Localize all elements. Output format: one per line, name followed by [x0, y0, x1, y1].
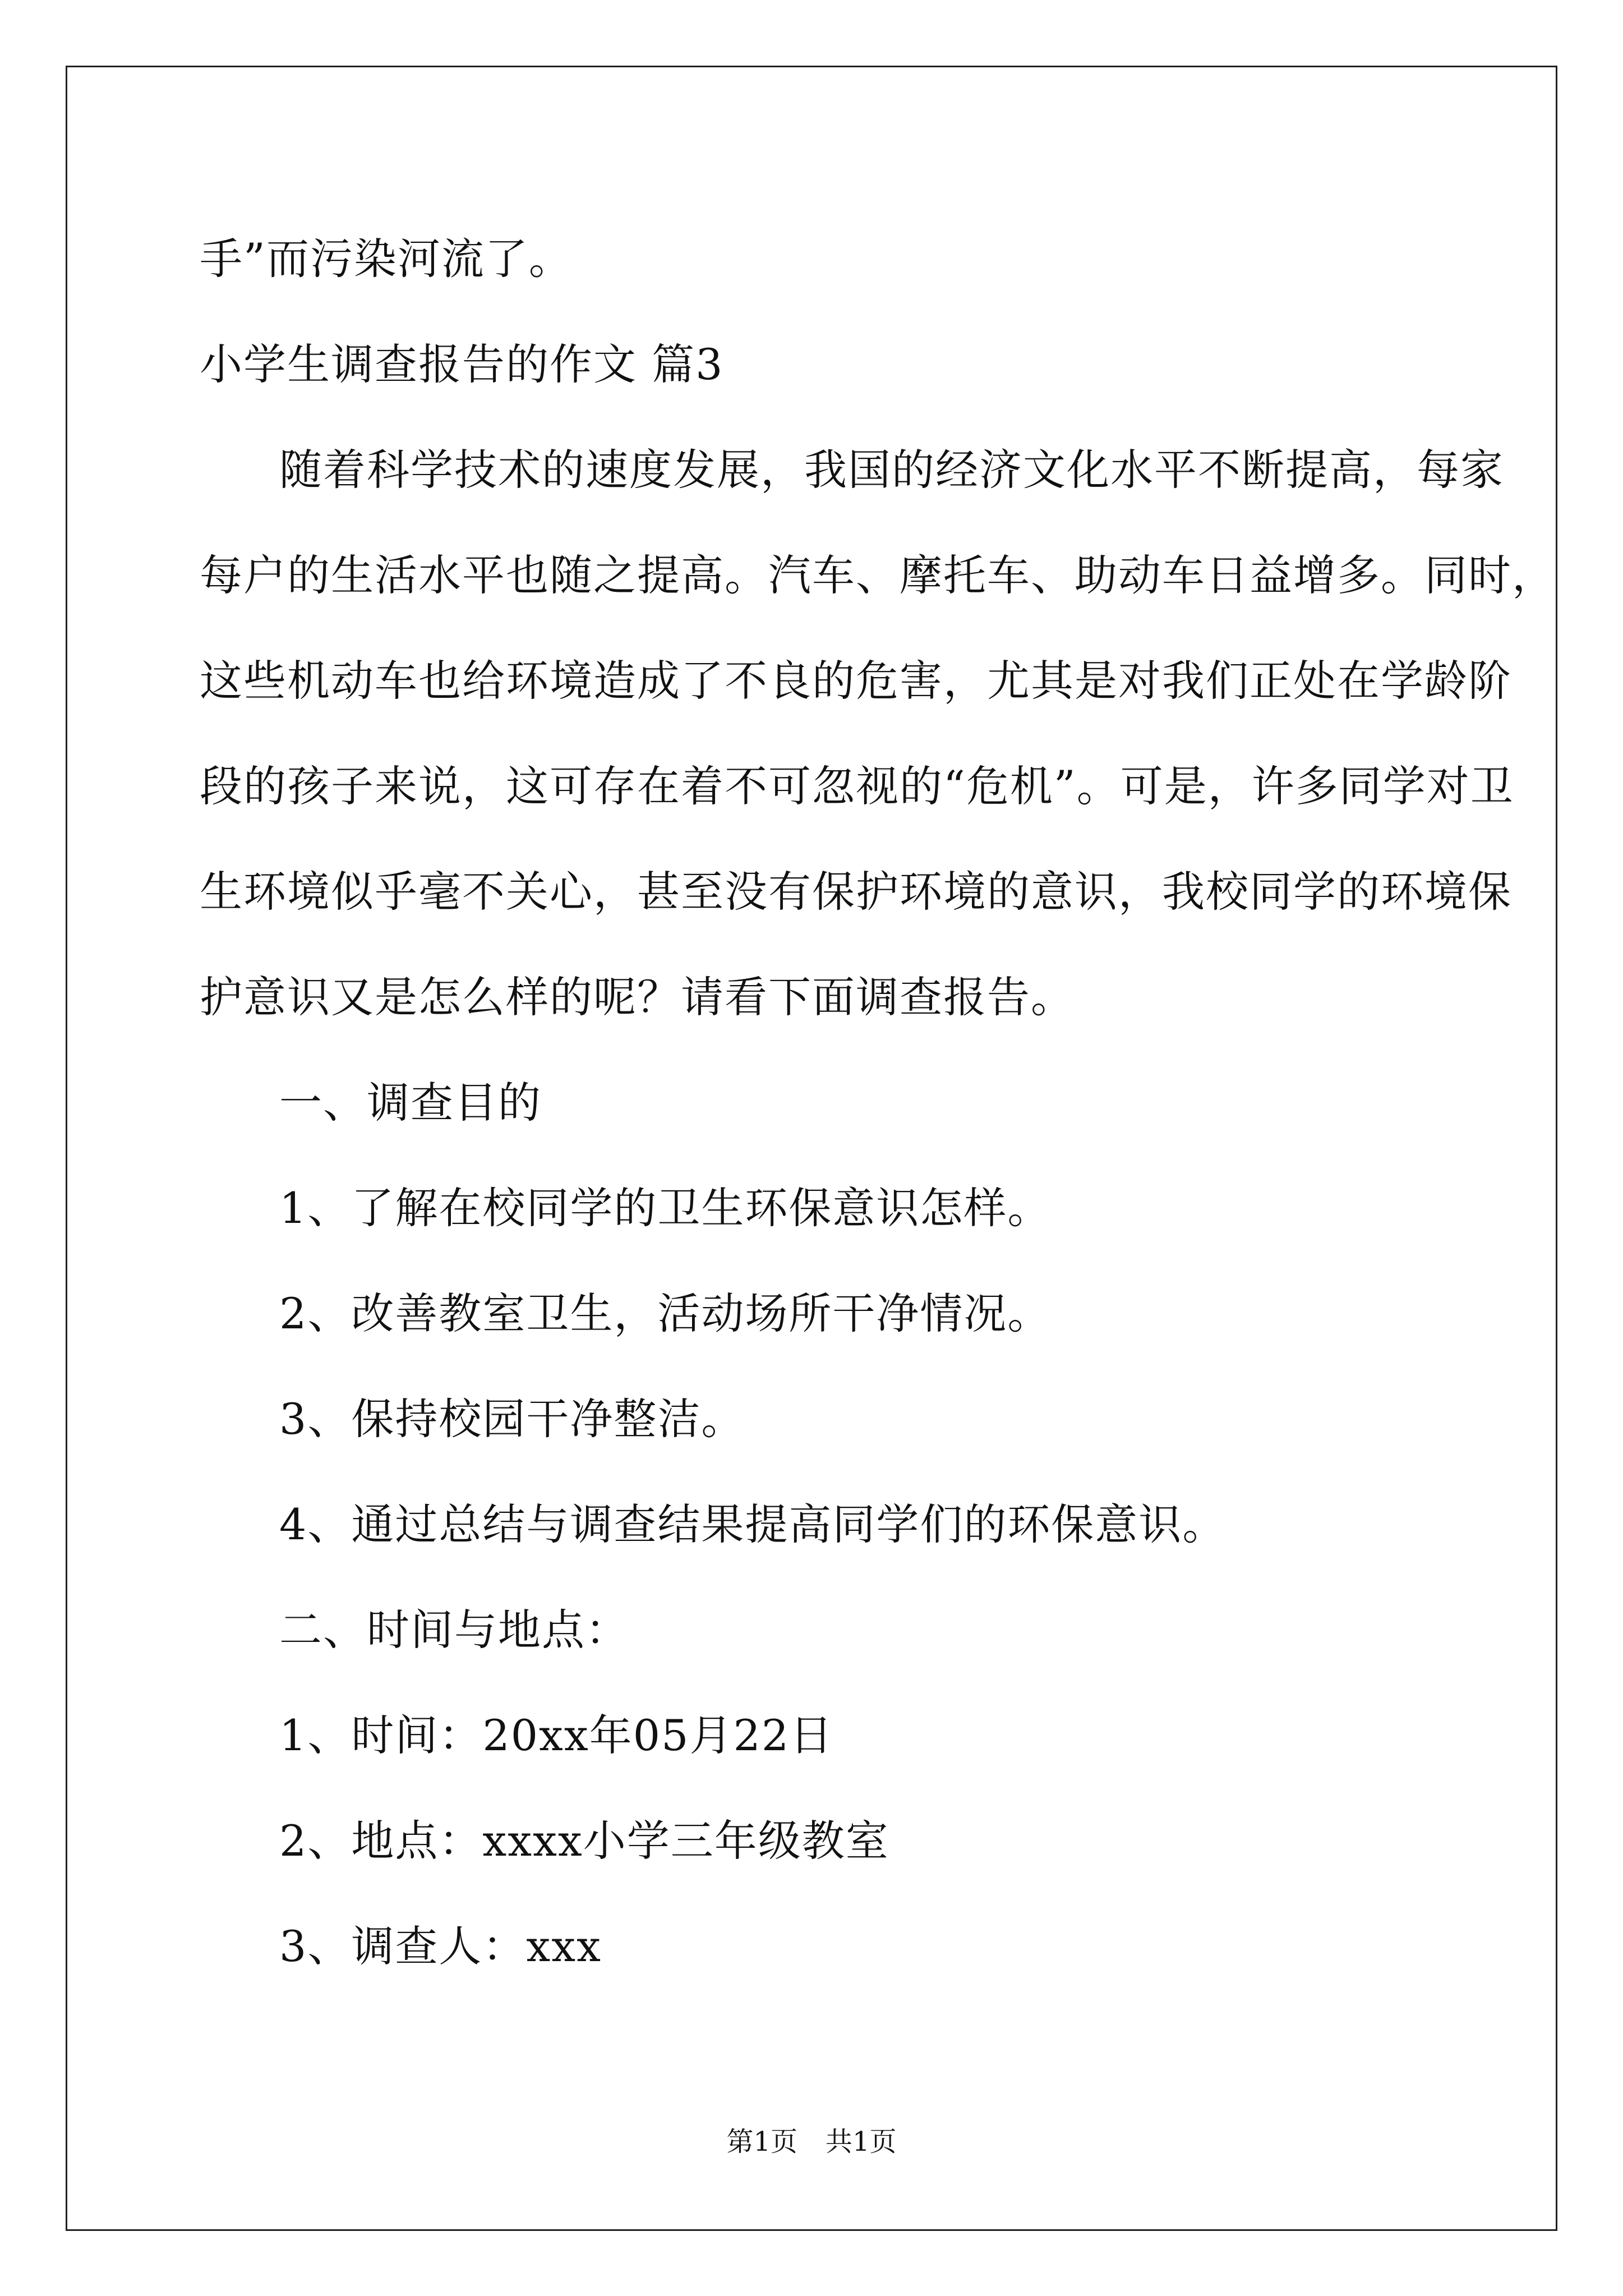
paragraph-line: 护意识又是怎么样的呢？请看下面调查报告。 — [200, 972, 1075, 1022]
document-body — [200, 206, 1556, 1999]
list-item: 1、了解在校同学的卫生环保意识怎样。 — [279, 1183, 1052, 1233]
list-item: 2、地点：xxxx小学三年级教室 — [279, 1816, 889, 1866]
paragraph-line: 生环境似乎毫不关心，甚至没有保护环境的意识，我校同学的环境保 — [200, 867, 1512, 917]
list-item: 1、时间：20xx年05月22日 — [279, 1710, 834, 1760]
paragraph-line: 每户的生活水平也随之提高。汽车、摩托车、助动车日益增多。同时， — [200, 550, 1556, 600]
page-footer — [0, 2125, 1623, 2159]
paragraph-line: 段的孩子来说，这可存在着不可忽视的“危机”。可是，许多同学对卫 — [200, 761, 1514, 811]
list-item: 2、改善教室卫生，活动场所干净情况。 — [279, 1289, 1052, 1338]
list-item: 3、保持校园干净整洁。 — [279, 1394, 745, 1444]
list-item: 4、通过总结与调查结果提高同学们的环保意识。 — [279, 1499, 1227, 1549]
paragraph-line: 这些机动车也给环境造成了不良的危害，尤其是对我们正处在学龄阶 — [200, 656, 1512, 706]
list-heading: 二、时间与地点： — [279, 1605, 629, 1655]
page-number-total: 共1页 — [826, 2126, 897, 2157]
list-heading: 一、调查目的 — [279, 1078, 542, 1128]
page-number-current: 第1页 — [726, 2126, 797, 2157]
paragraph-line: 随着科学技术的速度发展，我国的经济文化水平不断提高，每家 — [279, 445, 1504, 495]
text-line: 手”而污染河流了。 — [200, 234, 573, 284]
list-item: 3、调查人：xxx — [279, 1921, 602, 1971]
section-heading: 小学生调查报告的作文 篇3 — [200, 339, 724, 389]
